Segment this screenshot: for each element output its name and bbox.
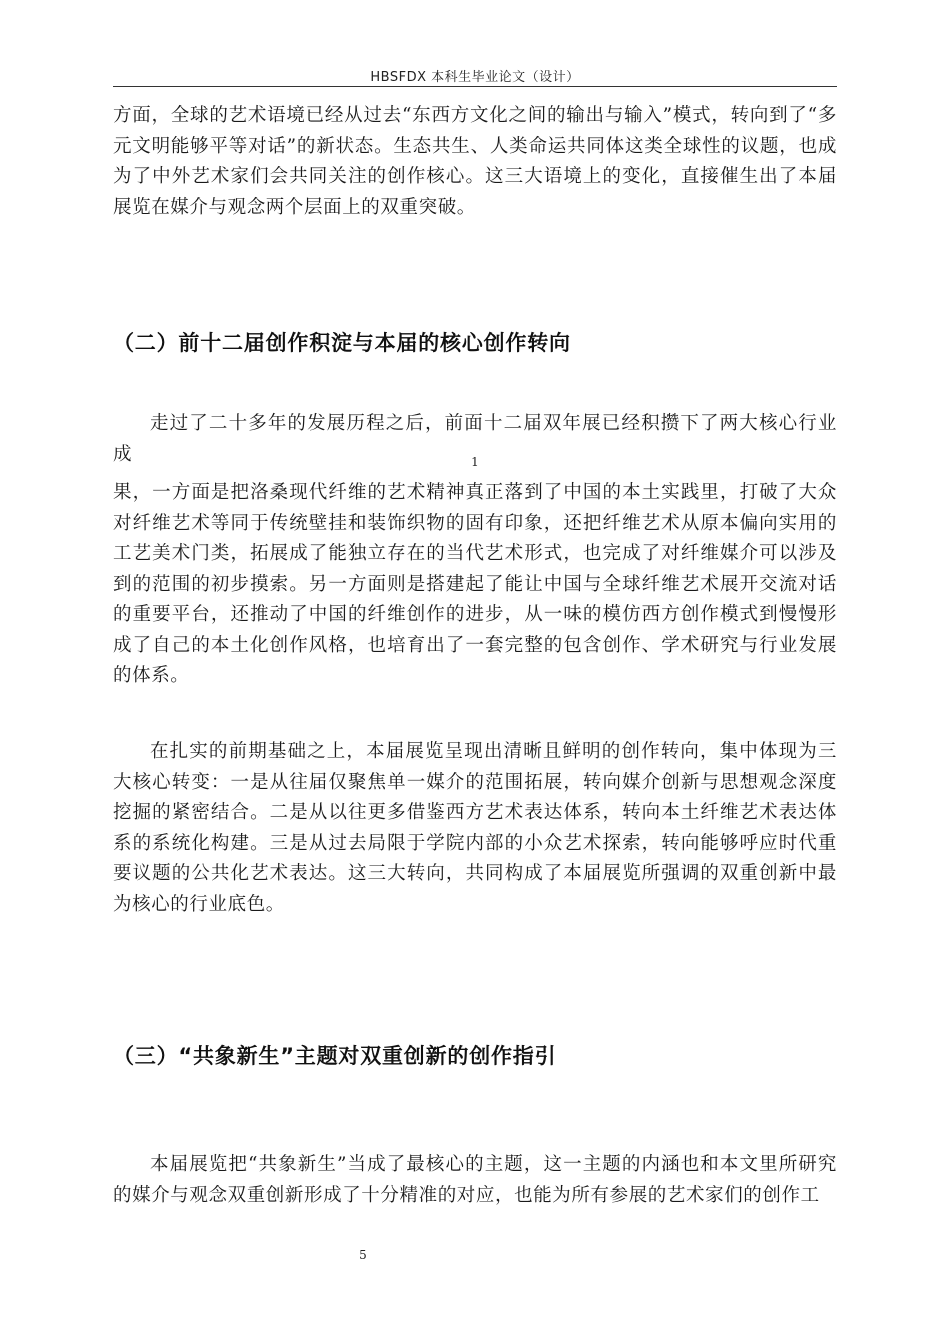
- header-rule: [113, 86, 837, 87]
- paragraph-theme: 本届展览把“共象新生”当成了最核心的主题，这一主题的内涵也和本文里所研究的媒介与观念双重创新形成了十分精准的对应，也能为所有参展的艺术家们的创作工: [113, 1154, 837, 1206]
- page-number: 5: [359, 1248, 367, 1262]
- page-header: HBSFDX 本科生毕业论文（设计）: [370, 70, 580, 85]
- paragraph-history-achievements: 果，一方面是把洛桑现代纤维的艺术精神真正落到了中国的本土实践里，打破了大众对纤维艺术等同于传统壁挂和装饰织物的固有印象，还把纤维艺术从原本偏向实用的工艺美术门类，拓展成了能独立存在的当代艺术形式，也完成了对纤维媒介可以涉及到的范围的初步摸索。另一方面则是搭建起了能让中国与全球纤维艺术展开交流对话的重要平台，还推动了中国的纤维创作的进步，从一味的模仿西方创作模式到慢慢形成了自己的本土化创作风格，也培育出了一套完整的包含创作、学术研究与行业发展的体系。: [113, 482, 837, 686]
- footnote-marker: 1: [471, 455, 479, 469]
- paragraph-context-shift: 方面，全球的艺术语境已经从过去“东西方文化之间的输出与输入”模式，转向到了“多元文明能够平等对话”的新状态。生态共生、人类命运共同体这类全球性的议题，也成为了中外艺术家们会共同关注的创作核心。这三大语境上的变化，直接催生出了本届展览在媒介与观念两个层面上的双重突破。: [113, 105, 837, 218]
- section-heading-2: （二）前十二届创作积淀与本届的核心创作转向: [113, 331, 571, 355]
- paragraph-creative-turn: 在扎实的前期基础之上，本届展览呈现出清晰且鲜明的创作转向，集中体现为三大核心转变：一是从往届仅聚焦单一媒介的范围拓展，转向媒介创新与思想观念深度挖掘的紧密结合。二是从以往更多借鉴西方艺术表达体系，转向本土纤维艺术表达体系的系统化构建。三是从过去局限于学院内部的小众艺术探索，转向能够呼应时代重要议题的公共化艺术表达。这三大转向，共同构成了本届展览所强调的双重创新中最为核心的行业底色。: [113, 741, 837, 915]
- section-heading-3: （三）“共象新生”主题对双重创新的创作指引: [113, 1044, 557, 1068]
- paragraph-history-intro: 走过了二十多年的发展历程之后，前面十二届双年展已经积攒下了两大核心行业成: [113, 413, 837, 465]
